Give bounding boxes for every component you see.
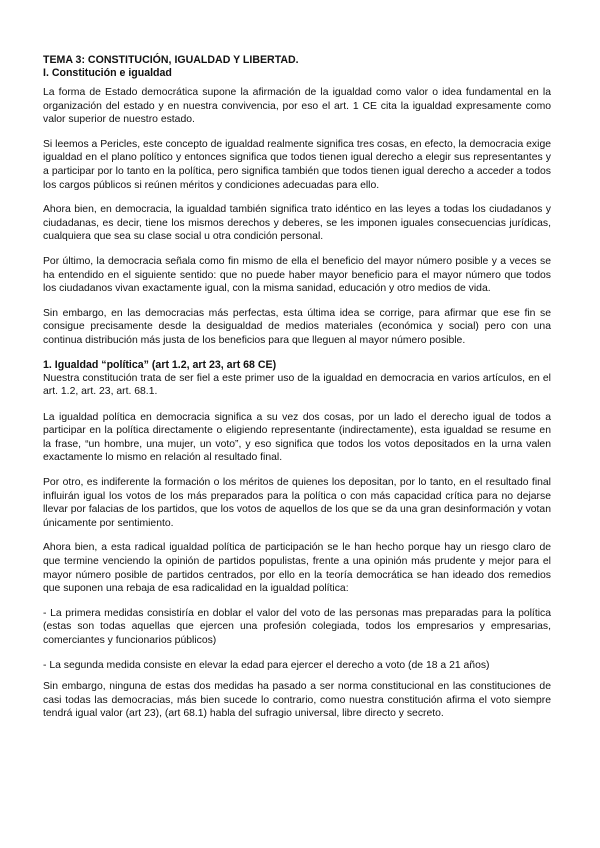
paragraph: Ahora bien, a esta radical igualdad política de participación se le han hecho porque hay un riesgo claro de que termine venciendo la opinión de partidos populistas, frente a una opinión más prudente y mejor para el mayor número posible de partidos centrados, por ello en la teoría democrática se han ideado dos remedios que suponen una rebaja de esa radicalidad en la igualdad política: (43, 542, 551, 595)
paragraph: Sin embargo, ninguna de estas dos medidas ha pasado a ser norma constitucional en las constituciones de casi todas las democracias, más bien sucede lo contrario, como nuestra constitución afirma el voto siempre tendrá igual valor (art 23), (art 68.1) habla del sufragio universal, libre directo y secreto. (43, 681, 551, 720)
list-item: - La segunda medida consiste en elevar la edad para ejercer el derecho a voto (de 18 a 21 años) (43, 659, 490, 671)
document-page (43, 54, 551, 732)
list-item: - La primera medidas consistiría en doblar el valor del voto de las personas mas preparadas para la política (estas son todas aquellas que ejercen una profesión colegiada, todos los empresarios y empresarias, comerciantes y funcionarios públicos) (43, 607, 551, 646)
paragraph: La igualdad política en democracia significa a su vez dos cosas, por un lado el derecho igual de todos a participar en la política directamente o eligiendo representante (indirectamente), esta igualdad se resume en la frase, “un hombre, una mujer, un voto”, y eso significa que todos los votos depositados en la urna valen exactamente lo mismo en relación al resultado final. (43, 411, 551, 464)
paragraph: Por último, la democracia señala como fin mismo de ella el beneficio del mayor número posible y a veces se ha entendido en el siguiente sentido: que no puede haber mayor beneficio para el mayor número que todos los ciudadanos vivan exactamente igual, con la misma sanidad, educación y otro medios de vida. (43, 255, 551, 295)
paragraph: Nuestra constitución trata de ser fiel a este primer uso de la igualdad en democracia en varios artículos, en el art. 1.2, art. 23, art. 68.1. (43, 372, 551, 398)
paragraph: Por otro, es indiferente la formación o los méritos de quienes los depositan, por lo tanto, en el resultado final influirán igual los votos de los más preparados para la política o con más capacidad crítica para no dejarse llevar por falacias de los partidos, que los votos de aquellos de los que se da una gran desinformación y votan únicamente por sentimiento. (43, 477, 551, 529)
document-title: TEMA 3: CONSTITUCIÓN, IGUALDAD Y LIBERTAD. (43, 54, 299, 66)
section-heading-igualdad-politica: 1. Igualdad “política” (art 1.2, art 23, art 68 CE) (43, 358, 277, 371)
paragraph: Sin embargo, en las democracias más perfectas, esta última idea se corrige, para afirmar que ese fin se consigue precisamente desde la desigualdad de medios materiales (económica y social) pero con una continua distribución más justa de los beneficios para que lleguen al mayor número posible. (43, 307, 551, 346)
paragraph: Si leemos a Pericles, este concepto de igualdad realmente significa tres cosas, en efecto, la democracia exige igualdad en el plano político y entonces significa que todos tienen igual derecho a elegir sus representantes y a participar por lo tanto en la política, pero significa también que todos tienen igual derecho a acceder a todos los cargos públicos si reúnen méritos y condiciones adecuadas para ello. (43, 138, 551, 191)
section-heading-constitucion-igualdad: I. Constitución e igualdad (43, 67, 172, 79)
paragraph: Ahora bien, en democracia, la igualdad también significa trato idéntico en las leyes a todas los ciudadanos y ciudadanas, es decir, tiene los mismos derechos y deberes, se les imponen iguales consecuencias jurídicas, cualquiera que sea su clase social u otra condición personal. (43, 204, 551, 243)
paragraph: La forma de Estado democrática supone la afirmación de la igualdad como valor o idea fundamental en la organización del estado y en nuestra convivencia, por eso el art. 1 CE cita la igualdad expresamente como valor superior de nuestro estado. (43, 87, 551, 126)
